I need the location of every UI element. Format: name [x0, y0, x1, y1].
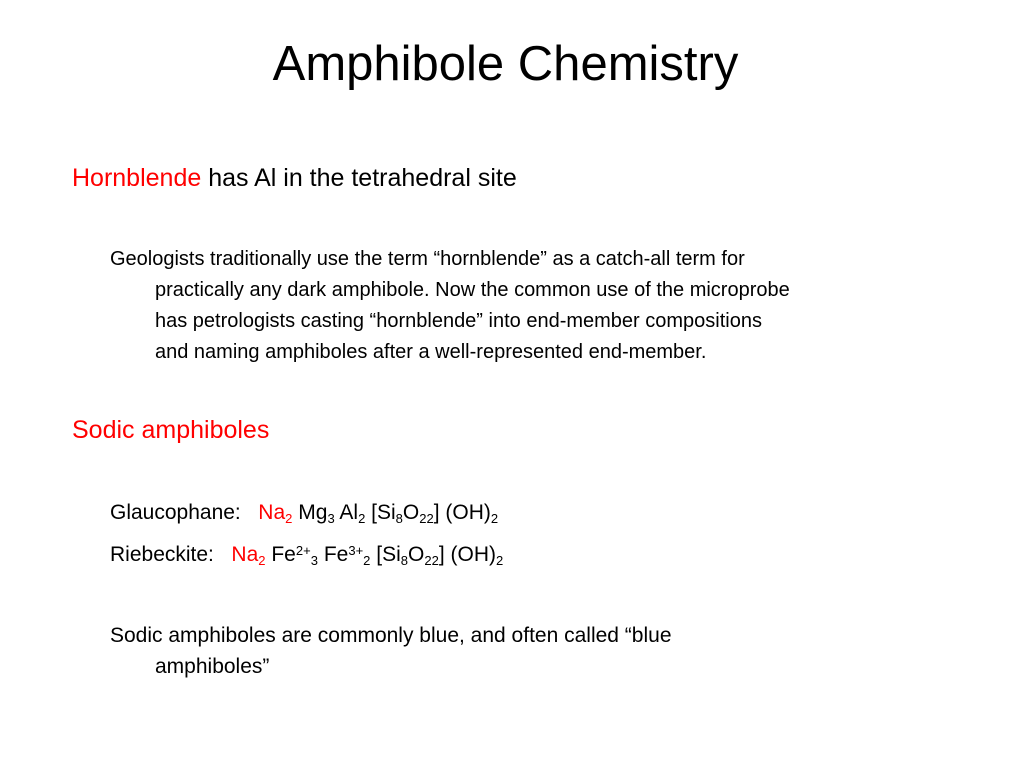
hornblende-bullet [72, 160, 517, 196]
riebeckite-silicate: $[Si_8O_{22}]$ $(OH)_2$ [376, 543, 504, 569]
riebeckite-formula [110, 539, 503, 571]
blue-amphiboles-note [110, 620, 672, 682]
glaucophane-mg: $Mg_3$ [298, 501, 335, 527]
glaucophane-formula [110, 497, 498, 529]
glaucophane-label: Glaucophane: [110, 501, 241, 524]
riebeckite-fe2: $Fe^{2+}_3$ [271, 542, 318, 569]
geologists-paragraph [110, 244, 790, 368]
geologists-line-3: has petrologists casting “hornblende” into end-member compositions [155, 310, 762, 332]
glaucophane-al: $Al_2$ [339, 501, 366, 527]
slide-title: Amphibole Chemistry [272, 37, 739, 91]
riebeckite-fe3: $Fe^{3+}_2$ [323, 542, 371, 569]
glaucophane-na: $Na_2$ [258, 501, 293, 527]
blue-note-line-2: amphiboles” [155, 655, 270, 678]
geologists-line-1: Geologists traditionally use the term “hornblende” as a catch-all term for [110, 248, 745, 270]
riebeckite-label: Riebeckite: [110, 543, 214, 566]
hornblende-term: Hornblende [72, 164, 202, 192]
glaucophane-silicate: $[Si_8O_{22}]$ $(OH)_2$ [371, 501, 499, 527]
hornblende-description: has Al in the tetrahedral site [201, 164, 517, 192]
geologists-line-2: practically any dark amphibole. Now the common use of the microprobe [155, 279, 790, 301]
sodic-amphiboles-heading: Sodic amphiboles [72, 416, 270, 444]
riebeckite-na: $Na_2$ [231, 543, 266, 569]
geologists-line-4: and naming amphiboles after a well-represented end-member. [155, 341, 707, 363]
blue-note-line-1: Sodic amphiboles are commonly blue, and often called “blue [110, 624, 672, 647]
